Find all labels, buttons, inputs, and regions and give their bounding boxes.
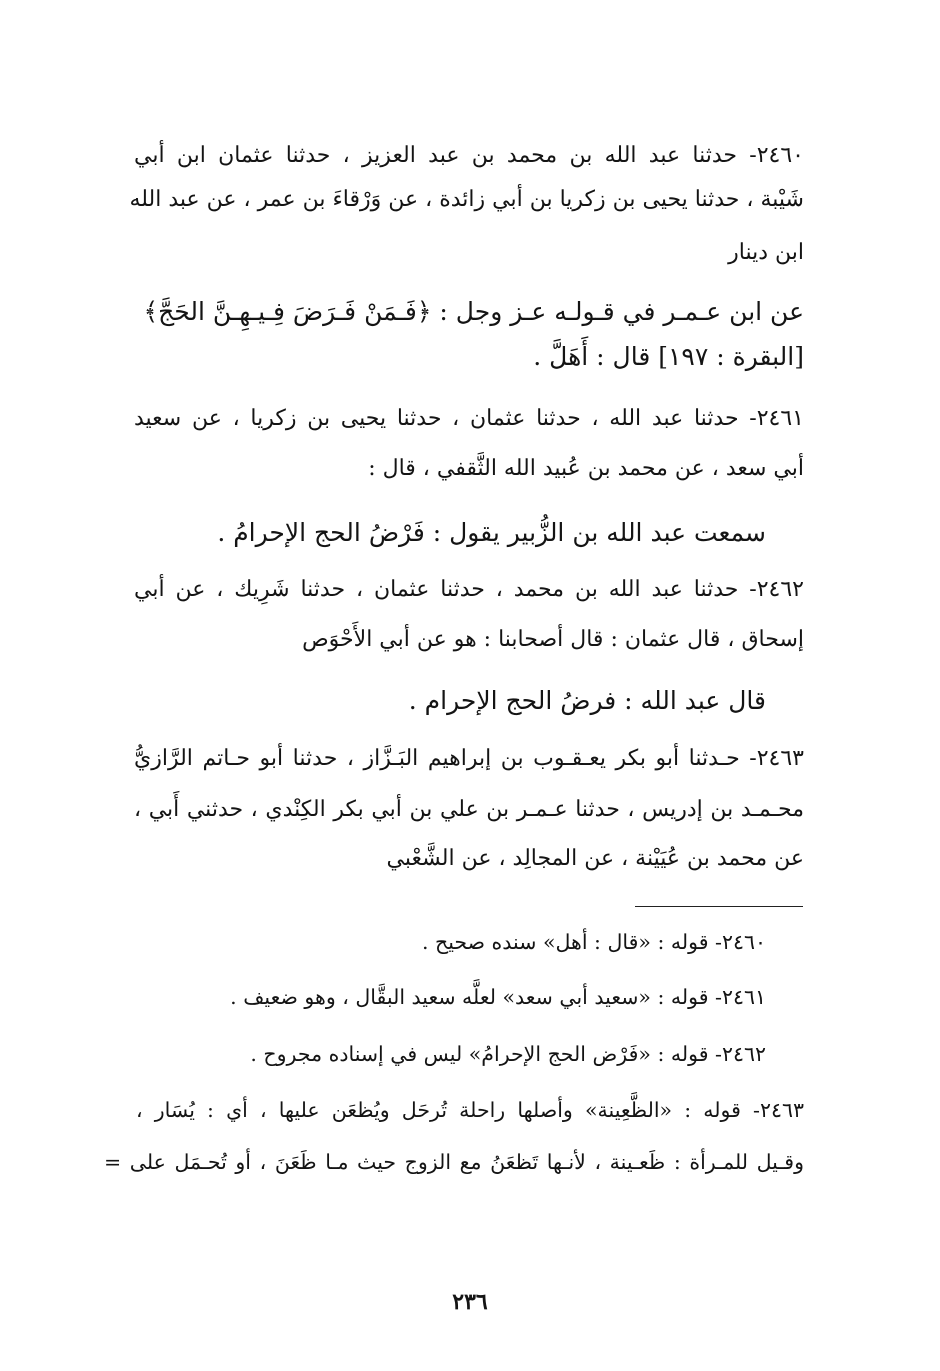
hadith-2461-line-2: أبي سعد ، عن محمد بن عُبيد الله الثَّقفي ، قال : xyxy=(368,456,804,481)
hadith-2460-line-1: ٢٤٦٠- حدثنا عبد الله بن محمد بن عبد العزيز ، حدثنا عثمان ابن أبي xyxy=(134,143,804,168)
quote-2462: قال عبد الله : فرضُ الحج الإحرام . xyxy=(408,686,766,715)
hadith-2460-line-3: ابن دينار xyxy=(728,240,804,265)
page-number: ٢٣٦ xyxy=(452,1289,488,1315)
quote-2460-line-1: عن ابن عـمـر في قـولـه عـز وجل : ﴿فَـمَنْ فَـرَضَ فِـيـهِـنَّ الحَجَّ﴾ xyxy=(143,297,804,326)
hadith-2461-line-1: ٢٤٦١- حدثنا عبد الله ، حدثنا عثمان ، حدثنا يحيى بن زكريا ، عن سعيد xyxy=(134,406,804,431)
quote-2461: سمعت عبد الله بن الزُّبير يقول : فَرْضُ الحج الإحرامُ . xyxy=(217,518,766,547)
hadith-2463-line-3: عن محمد بن عُيَيْنة ، عن المجالِد ، عن الشَّعْبي xyxy=(386,846,804,871)
hadith-2463-line-1: ٢٤٦٣- حـدثنا أبو بكر يعـقـوب بن إبراهيم البَـزَّاز ، حدثنا أبو حـاتم الرَّازيُّ xyxy=(134,746,804,771)
hadith-2462-line-2: إسحاق ، قال عثمان : قال أصحابنا : هو عن أبي الأَحْوَص xyxy=(302,627,804,652)
hadith-2460-line-2: شَيْبة ، حدثنا يحيى بن زكريا بن أبي زائدة ، عن وَرْقاءَ بن عمر ، عن عبد الله xyxy=(129,187,804,212)
footnote-2461: ٢٤٦١- قوله : «سعيد أبي سعد» لعلَّه سعيد البقَّال ، وهو ضعيف . xyxy=(230,985,766,1009)
footnote-2463-line-2: وقـيل للمـرأة : ظَعـينة ، لأنـها تَظعَنُ مع الزوج حيث مـا ظَعَنَ ، أو تُحـمَل على = xyxy=(104,1150,804,1174)
footnote-2463-line-1: ٢٤٦٣- قوله : «الظَّعِينة» وأصلها راحلة تُرحَل ويُظعَن عليها ، أي : يُسَار ، xyxy=(136,1098,804,1122)
footnote-2460: ٢٤٦٠- قوله : «قال : أهل» سنده صحيح . xyxy=(421,930,766,954)
hadith-2463-line-2: محـمـد بن إدريس ، حدثنا عـمـر بن علي بن أبي بكر الكِنْدي ، حدثني أَبي ، xyxy=(134,797,804,822)
hadith-2462-line-1: ٢٤٦٢- حدثنا عبد الله بن محمد ، حدثنا عثمان ، حدثنا شَرِيك ، عن أبي xyxy=(134,577,804,602)
footnote-2462: ٢٤٦٢- قوله : «فَرْض الحج الإحرامُ» ليس في إسناده مجروح . xyxy=(250,1042,766,1066)
quote-2460-line-2: [البقرة : ١٩٧] قال : أَهَلَّ . xyxy=(533,342,804,371)
footnote-separator xyxy=(635,906,803,907)
